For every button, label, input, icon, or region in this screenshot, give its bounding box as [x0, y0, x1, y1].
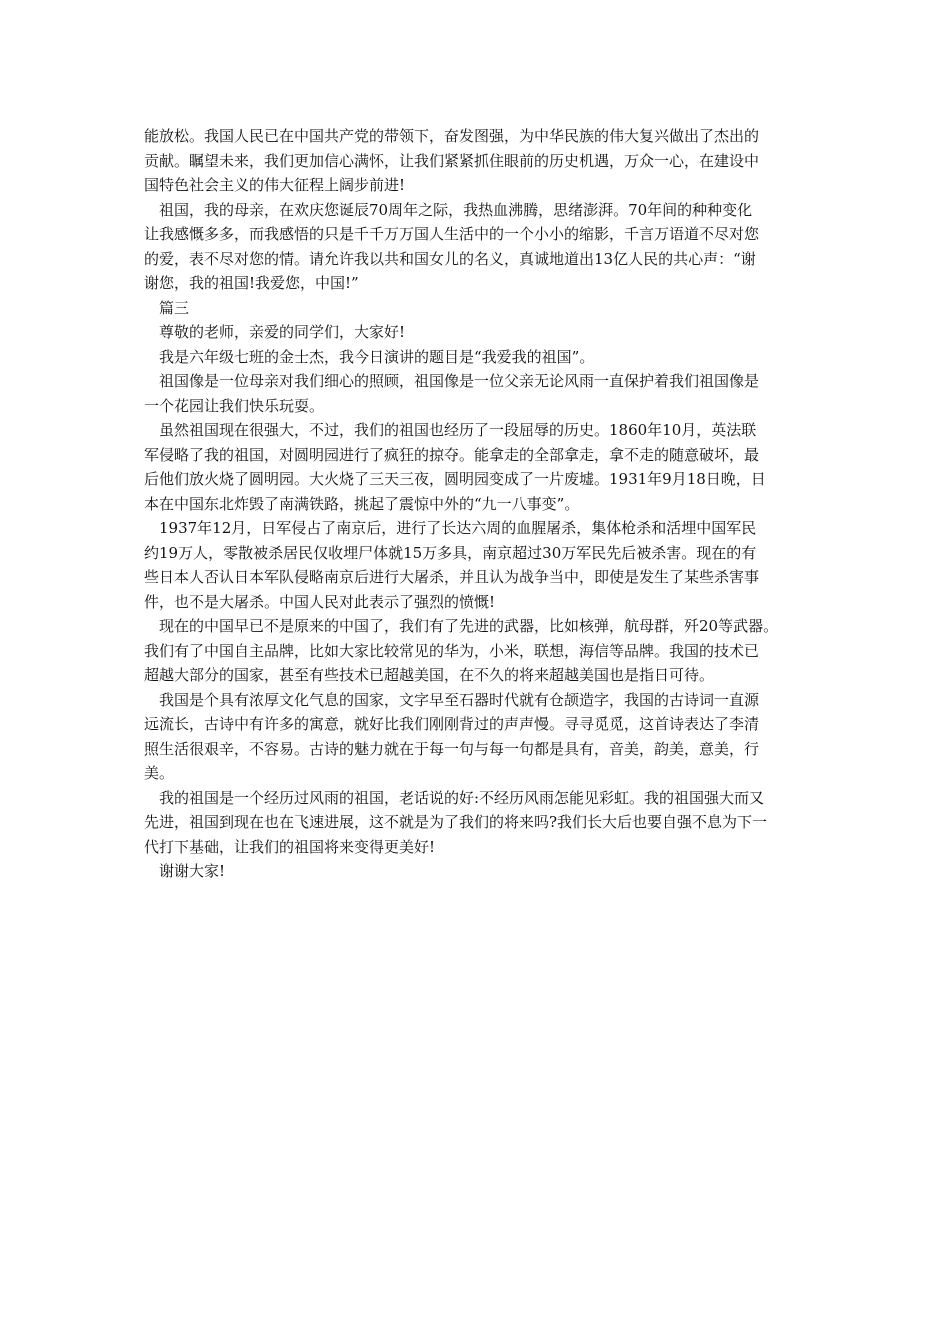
text-line: 祖国，我的母亲，在欢庆您诞辰70周年之际，我热血沸腾，思绪澎湃。70年间的种种变化: [159, 200, 753, 219]
text-line: 我是六年级七班的金士杰，我今日演讲的题目是“我爱我的祖国”。: [159, 347, 595, 366]
text-line: 先进，祖国到现在也在飞速进展，这不就是为了我们的将来吗?我们长大后也要自强不息为下一: [144, 813, 768, 831]
text-line: 谢谢大家!: [159, 862, 226, 880]
text-line: 我国是个具有浓厚文化气息的国家，文字早至石器时代就有仓颉造字，我国的古诗词一直源: [159, 690, 760, 709]
text-line: 国特色社会主义的伟大征程上阔步前进!: [144, 176, 406, 194]
document-body: [144, 124, 826, 884]
text-line: 照生活很艰辛，不容易。古诗的魅力就在于每一句与每一句都是具有，音美，韵美，意美，行: [144, 739, 760, 758]
text-line: 祖国像是一位母亲对我们细心的照顾，祖国像是一位父亲无论风雨一直保护着我们祖国像是: [159, 372, 760, 390]
text-line: 我们有了中国自主品牌，比如大家比较常见的华为，小米，联想，海信等品牌。我国的技术已: [144, 641, 760, 660]
text-line: 美。: [144, 764, 175, 782]
text-line: 尊敬的老师，亲爱的同学们，大家好!: [159, 323, 406, 341]
text-line: 能放松。我国人民已在中国共产党的带领下，奋发图强，为中华民族的伟大复兴做出了杰出的: [144, 127, 760, 145]
text-line: 一个花园让我们快乐玩耍。: [144, 396, 325, 415]
text-line: 后他们放火烧了圆明园。大火烧了三天三夜，圆明园变成了一片废墟。1931年9月18日晚，日: [144, 470, 766, 488]
text-line: 虽然祖国现在很强大，不过，我们的祖国也经历了一段屈辱的历史。1860年10月，英法联: [159, 421, 757, 439]
text-line: 军侵略了我的祖国，对圆明园进行了疯狂的掠夺。能拿走的全部拿走，拿不走的随意破坏，最: [144, 445, 760, 464]
text-line: 些日本人否认日本军队侵略南京后进行大屠杀，并且认为战争当中，即使是发生了某些杀害事: [144, 568, 760, 586]
text-line: 贡献。瞩望未来，我们更加信心满怀，让我们紧紧抓住眼前的历史机遇，万众一心，在建设中: [144, 151, 760, 170]
text-line: 篇三: [159, 298, 190, 317]
text-line: 的爱，表不尽对您的情。请允许我以共和国女儿的名义，真诚地道出13亿人民的共心声：“谢: [144, 249, 756, 268]
text-line: 本在中国东北炸毁了南满铁路，挑起了震惊中外的“九一八事变”。: [144, 494, 580, 513]
text-line: 件，也不是大屠杀。中国人民对此表示了强烈的愤慨!: [144, 592, 496, 611]
text-line: 1937年12月，日军侵占了南京后，进行了长达六周的血腥屠杀，集体枪杀和活埋中国军民: [159, 519, 757, 537]
text-line: 超越大部分的国家，甚至有些技术已超越美国，在不久的将来超越美国也是指日可待。: [144, 666, 715, 684]
text-line: 代打下基础，让我们的祖国将来变得更美好!: [144, 837, 436, 856]
text-line: 谢您，我的祖国!我爱您，中国!”: [144, 274, 359, 292]
text-line: 现在的中国早已不是原来的中国了，我们有了先进的武器，比如核弹，航母群，歼20等武器。: [159, 617, 779, 635]
text-line: 远流长，古诗中有许多的寓意，就好比我们刚刚背过的声声慢。寻寻觅觅，这首诗表达了李清: [144, 715, 760, 733]
text-line: 约19万人，零散被杀居民仅收埋尸体就15万多具，南京超过30万军民先后被杀害。现在的有: [144, 543, 757, 562]
text-line: 让我感慨多多，而我感悟的只是千千万万国人生活中的一个小小的缩影，千言万语道不尽对您: [144, 225, 760, 243]
text-line: 我的祖国是一个经历过风雨的祖国，老话说的好:不经历风雨怎能见彩虹。我的祖国强大而又: [159, 788, 765, 807]
